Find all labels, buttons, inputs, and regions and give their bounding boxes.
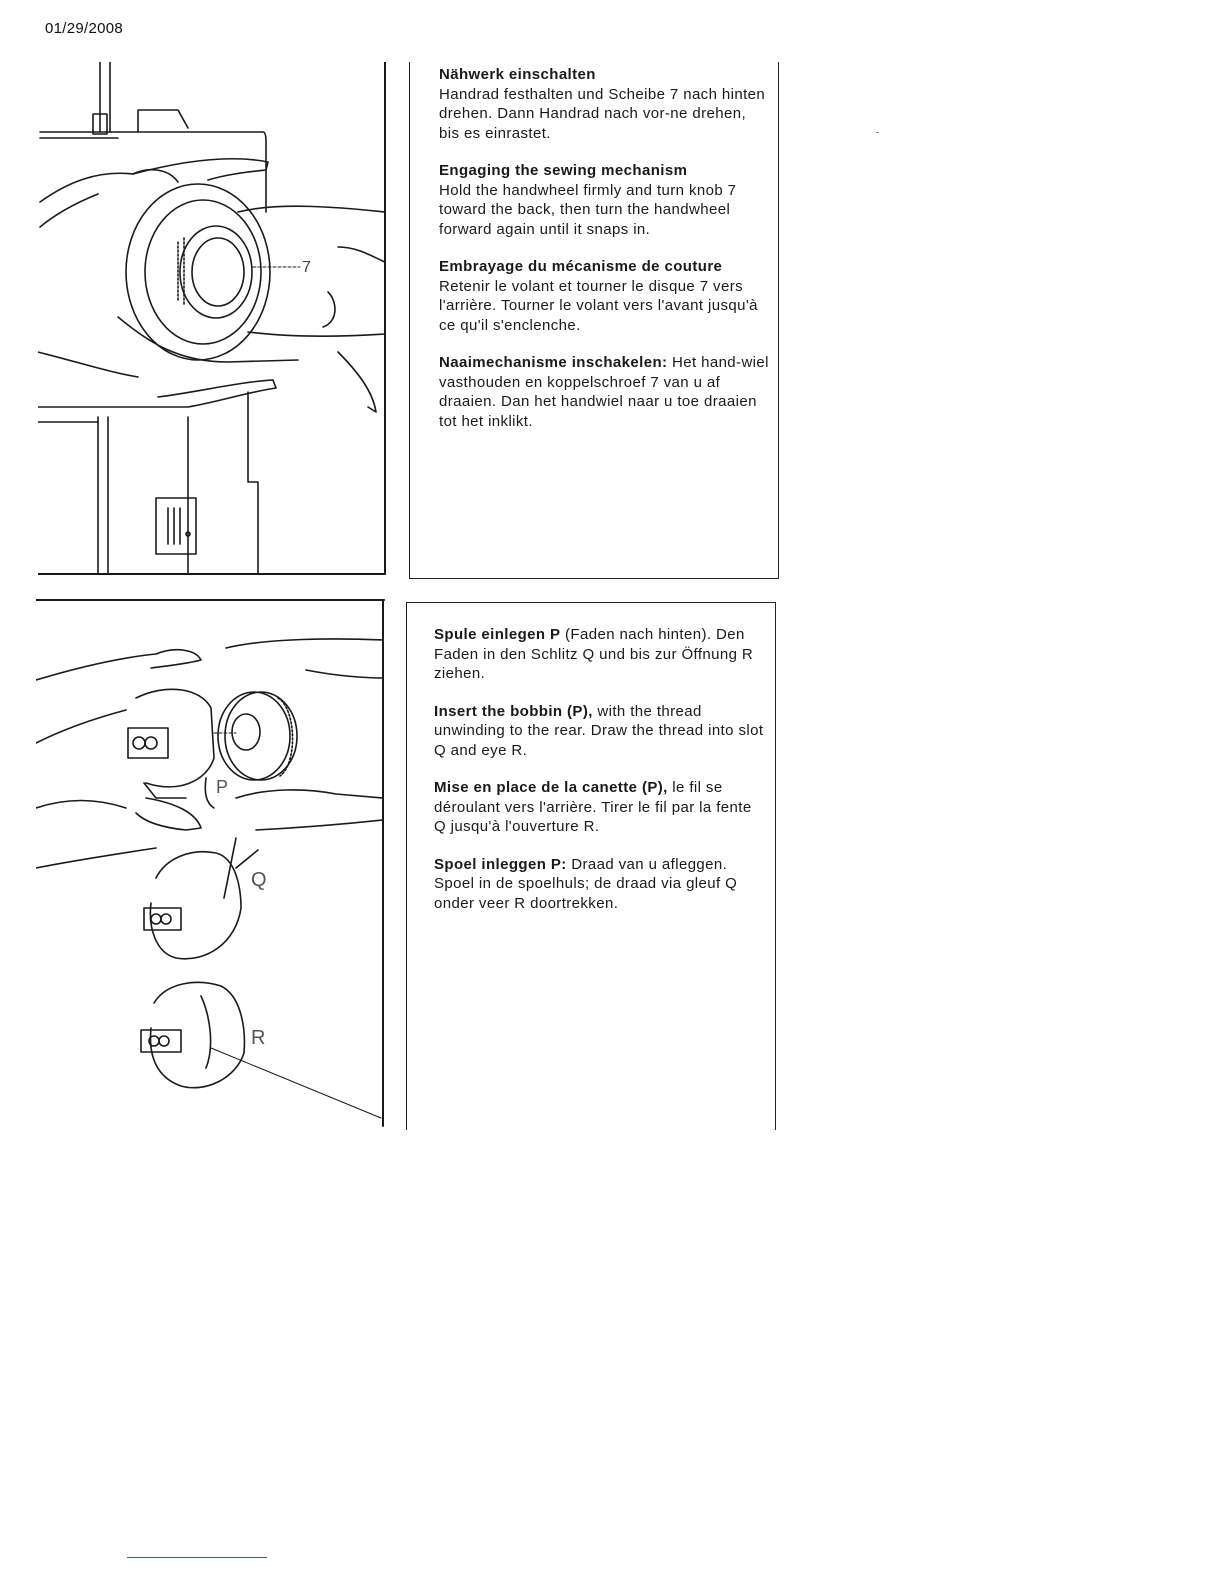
fr-engage-body: Retenir le volant et tourner le disque 7 vers l'arrière. Tourner le volant vers l'avant jusqu'à ce qu'il s'enclenche. (439, 277, 758, 334)
en-bobbin-title: Insert the bobbin (P), (434, 702, 593, 720)
de-engage-block (439, 65, 769, 143)
scan-speck (876, 132, 879, 133)
en-engage-body: Hold the handwheel firmly and turn knob 7 toward the back, then turn the handwheel forward again until it snaps in. (439, 181, 737, 238)
nl-bobbin-body: Draad van u afleggen. Spoel in de spoelhuls; de draad via gleuf Q onder veer R doortrekken. (434, 855, 738, 912)
de-bobbin-title: Spule einlegen P (434, 626, 561, 643)
engage-instructions-box (409, 62, 779, 579)
fr-bobbin-body: le fil se déroulant vers l'arrière. Tirer le fil par la fente Q jusqu'à l'ouverture R. (434, 779, 752, 835)
fr-bobbin-title: Mise en place de la canette (P), (434, 779, 668, 796)
handwheel-illustration (38, 62, 388, 576)
de-bobbin-body: (Faden nach hinten). Den Faden in den Schlitz Q und bis zur Öffnung R ziehen. (434, 626, 754, 682)
label-q: Q (251, 869, 267, 891)
fr-engage-title: Embrayage du mécanisme de couture (439, 258, 723, 275)
handwheel-drawing (38, 62, 388, 576)
en-bobbin-block (434, 702, 764, 761)
document-date: 01/29/2008 (45, 20, 124, 37)
nl-bobbin-block (434, 855, 764, 914)
fr-engage-block (439, 257, 769, 335)
label-p: P (216, 777, 229, 797)
bobbin-instructions-box (406, 602, 776, 1130)
nl-engage-block (439, 353, 769, 431)
bobbin-drawing (36, 598, 386, 1128)
nl-engage-body: Het hand-wiel vasthouden en koppelschroef 7 van u af draaien. Dan het handwiel naar u toe draaien tot het inklikt. (439, 354, 769, 430)
en-engage-block (439, 161, 769, 239)
en-engage-title: Engaging the sewing mechanism (439, 162, 688, 179)
nl-bobbin-title: Spoel inleggen P: (434, 855, 567, 873)
de-engage-title: Nähwerk einschalten (439, 66, 596, 83)
footer-rule (127, 1557, 267, 1558)
de-engage-body: Handrad festhalten und Scheibe 7 nach hinten drehen. Dann Handrad nach vor-ne drehen, bis es einrastet. (439, 85, 766, 142)
en-bobbin-body: with the thread unwinding to the rear. Draw the thread into slot Q and eye R. (434, 702, 764, 759)
callout-7: 7 (302, 259, 311, 276)
fr-bobbin-block (434, 778, 764, 837)
bobbin-illustration (36, 598, 386, 1128)
label-r: R (251, 1027, 266, 1049)
nl-engage-title: Naaimechanisme inschakelen: (439, 354, 668, 371)
de-bobbin-block (434, 625, 764, 684)
